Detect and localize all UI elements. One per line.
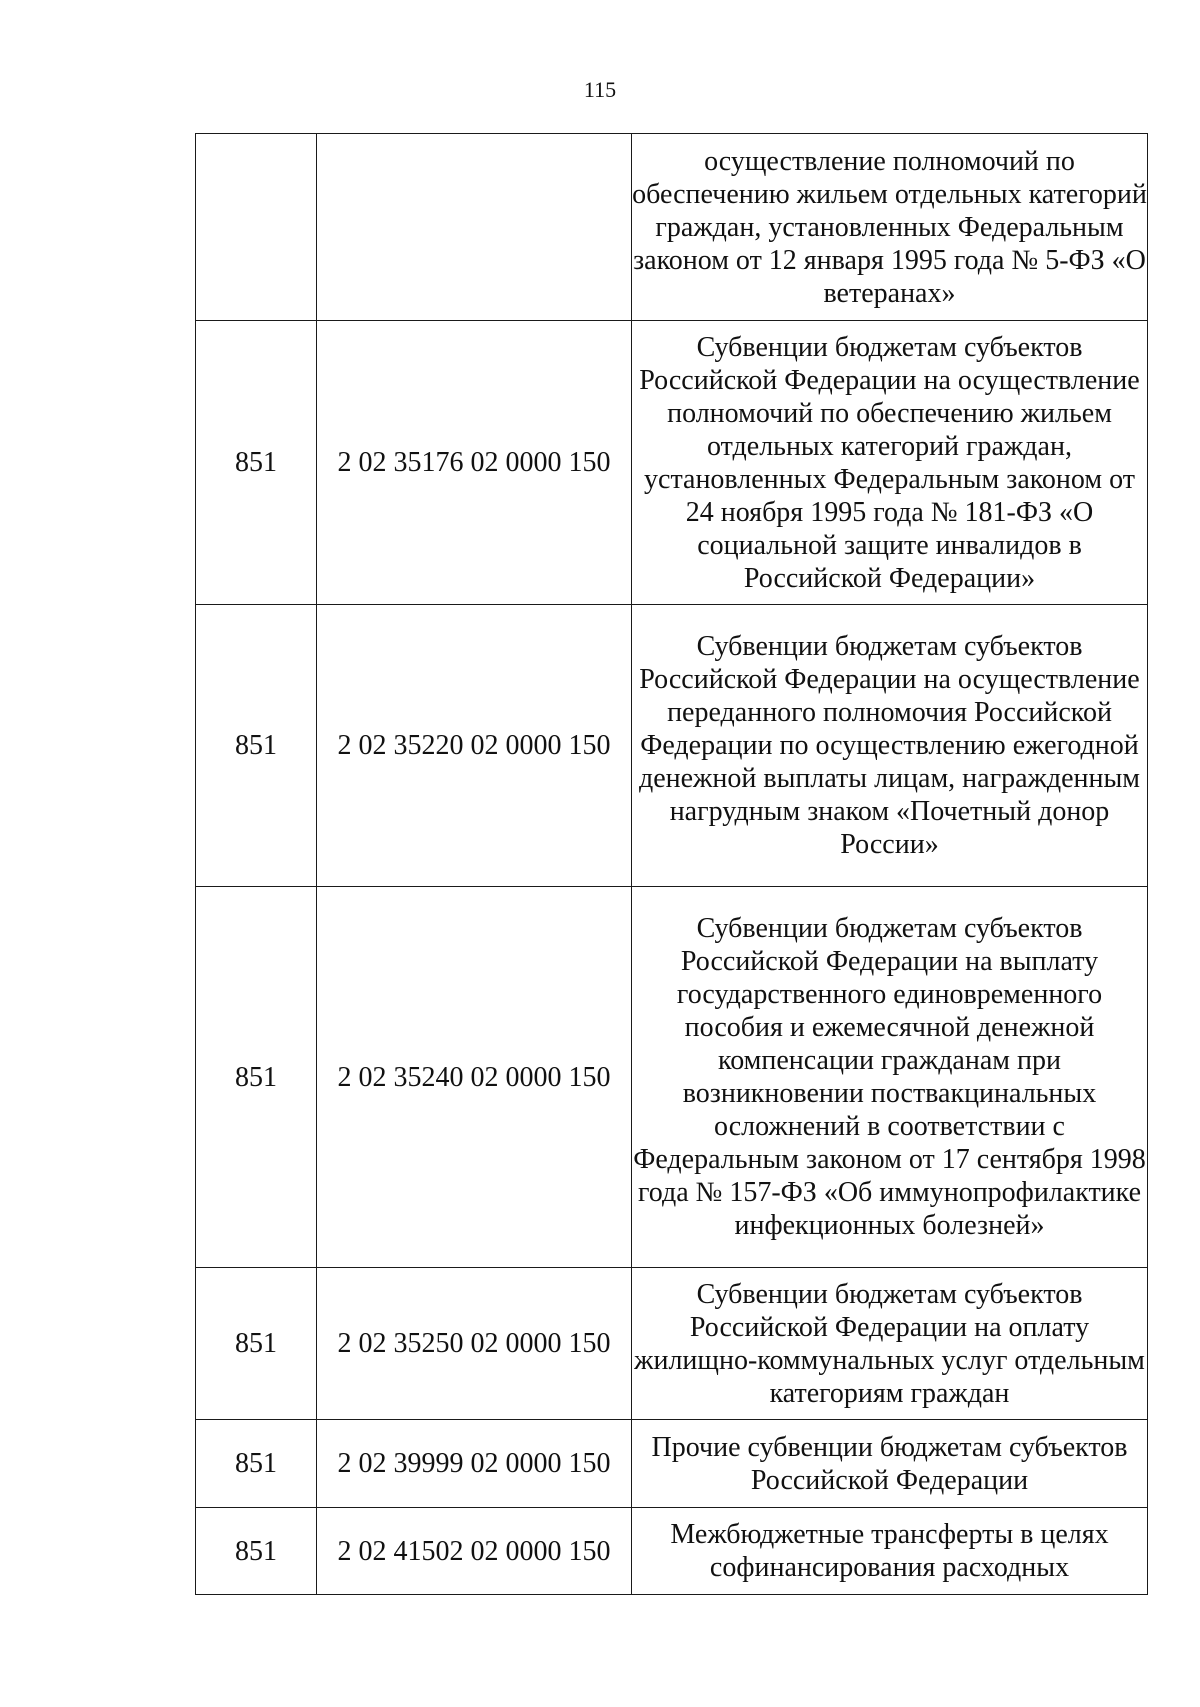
- budget-classification-code-cell: 2 02 35176 02 0000 150: [317, 321, 632, 605]
- revenue-name-cell: Субвенции бюджетам субъектов Российской Федерации на осуществление переданного полномочия Российской Федерации по осуществлению ежегодной денежной выплаты лицам, награжденным нагрудным знаком «Почетный донор России»: [632, 605, 1148, 887]
- revenue-name-cell: Межбюджетные трансферты в целях софинансирования расходных: [632, 1508, 1148, 1595]
- revenue-name-cell: Субвенции бюджетам субъектов Российской Федерации на выплату государственного единовременного пособия и ежемесячной денежной компенсации гражданам при возникновении поствакцинальных осложнений в соответствии с Федеральным законом от 17 сентября 1998 года № 157-ФЗ «Об иммунопрофилактике инфекционных болезней»: [632, 887, 1148, 1268]
- budget-classification-code-cell: 2 02 35250 02 0000 150: [317, 1268, 632, 1420]
- admin-code-cell: 851: [196, 887, 317, 1268]
- budget-classification-code-cell: 2 02 35240 02 0000 150: [317, 887, 632, 1268]
- admin-code-cell: 851: [196, 1508, 317, 1595]
- page-number: 115: [583, 77, 617, 102]
- revenue-name-cell: Субвенции бюджетам субъектов Российской Федерации на осуществление полномочий по обеспечению жильем отдельных категорий граждан, установленных Федеральным законом от 24 ноября 1995 года № 181-ФЗ «О социальной защите инвалидов в Российской Федерации»: [632, 321, 1148, 605]
- table-row: [196, 887, 1148, 1268]
- revenue-name-cell: Прочие субвенции бюджетам субъектов Российской Федерации: [632, 1420, 1148, 1508]
- admin-code-cell: 851: [196, 321, 317, 605]
- admin-code-cell: [196, 134, 317, 321]
- revenue-name-cell: Субвенции бюджетам субъектов Российской Федерации на оплату жилищно-коммунальных услуг отдельным категориям граждан: [632, 1268, 1148, 1420]
- admin-code-cell: 851: [196, 605, 317, 887]
- revenue-name-cell: осуществление полномочий по обеспечению жильем отдельных категорий граждан, установленных Федеральным законом от 12 января 1995 года № 5-ФЗ «О ветеранах»: [632, 134, 1148, 321]
- budget-classification-code-cell: 2 02 39999 02 0000 150: [317, 1420, 632, 1508]
- admin-code-cell: 851: [196, 1268, 317, 1420]
- budget-revenue-table: [195, 133, 1148, 1595]
- budget-classification-code-cell: 2 02 35220 02 0000 150: [317, 605, 632, 887]
- table-row: [196, 1268, 1148, 1420]
- budget-classification-code-cell: 2 02 41502 02 0000 150: [317, 1508, 632, 1595]
- admin-code-cell: 851: [196, 1420, 317, 1508]
- table-row: [196, 1420, 1148, 1508]
- table-row: [196, 134, 1148, 321]
- budget-classification-code-cell: [317, 134, 632, 321]
- table-row: [196, 1508, 1148, 1595]
- table-row: [196, 321, 1148, 605]
- table-row: [196, 605, 1148, 887]
